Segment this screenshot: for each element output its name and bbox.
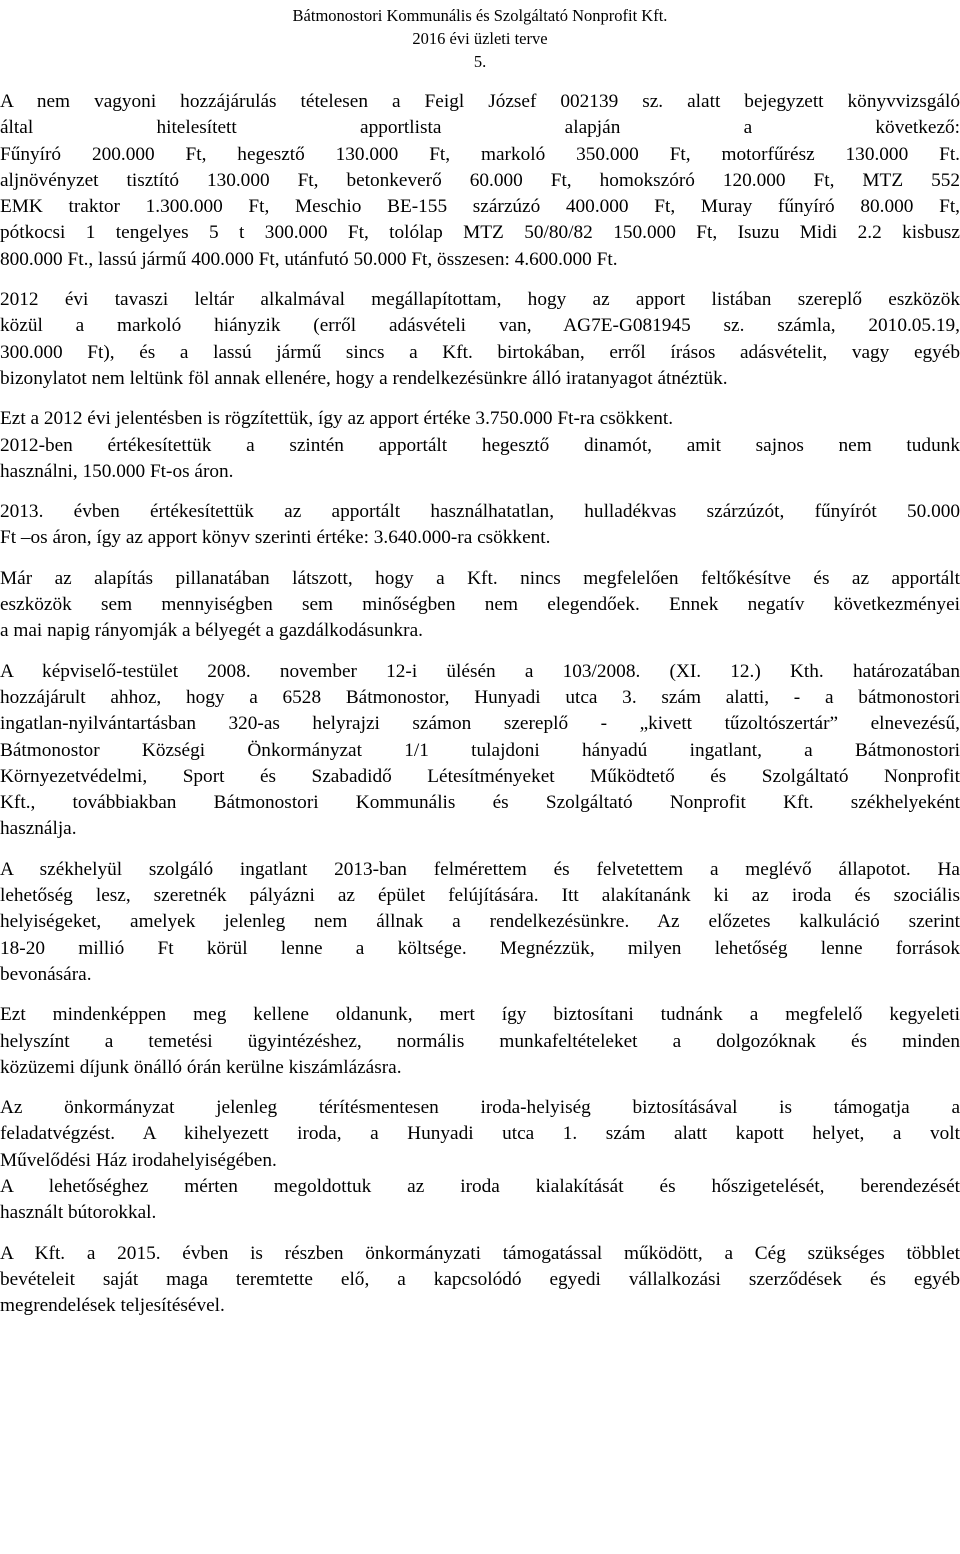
text-line: 2012-ben értékesítettük a szintén apportált hegesztő dinamót, amit sajnos nem tudunk	[0, 434, 960, 456]
text-line: hozzájárult ahhoz, hogy a 6528 Bátmonostor, Hunyadi utca 3. szám alatti, - a bátmonostori	[0, 686, 960, 708]
paragraph	[0, 566, 960, 645]
text-line: 300.000 Ft), és a lassú jármű sincs a Kft. birtokában, erről írásos adásvételit, vagy egyéb	[0, 341, 960, 363]
paragraph-spacer	[0, 843, 960, 857]
text-line: helyszínt a temetési ügyintézéshez, normális munkafeltételeket a dolgozóknak és minden	[0, 1030, 960, 1052]
paragraph	[0, 1002, 960, 1081]
paragraph	[0, 1174, 960, 1227]
text-line: bevételeit saját maga teremtette elő, a kapcsolódó egyedi vállalkozási szerződések és egyéb	[0, 1268, 960, 1290]
paragraph-spacer	[0, 552, 960, 566]
text-line: EMK traktor 1.300.000 Ft, Meschio BE-155 szárzúzó 400.000 Ft, Muray fűnyíró 80.000 Ft,	[0, 196, 960, 218]
text-line: használja.	[0, 818, 77, 840]
document-body	[0, 89, 960, 1319]
header-report-title: 2016 évi üzleti terve	[412, 29, 548, 48]
text-line: közüzemi díjunk önálló órán kerülne kiszámlázásra.	[0, 1056, 402, 1078]
text-line: Ft –os áron, így az apport könyv szerinti értéke: 3.640.000-ra csökkent.	[0, 527, 551, 549]
text-line: Kft., továbbiakban Bátmonostori Kommunális és Szolgáltató Nonprofit Kft. székhelyeként	[0, 792, 960, 814]
page-number: 5.	[473, 52, 487, 71]
text-line: megrendelések teljesítésével.	[0, 1295, 225, 1317]
text-line: által hitelesített apportlista alapján a következő:	[0, 117, 960, 139]
text-line: feladatvégzést. A kihelyezett iroda, a Hunyadi utca 1. szám alatt kapott helyet, a volt	[0, 1123, 960, 1145]
paragraph-spacer	[0, 485, 960, 499]
paragraph	[0, 406, 960, 432]
paragraph	[0, 89, 960, 273]
paragraph	[0, 1095, 960, 1174]
paragraph-spacer	[0, 392, 960, 406]
text-line: Bátmonostor Községi Önkormányzat 1/1 tulajdoni hányadú ingatlant, a Bátmonostori	[0, 739, 960, 761]
text-line: pótkocsi 1 tengelyes 5 t 300.000 Ft, tolólap MTZ 50/80/82 150.000 Ft, Isuzu Midi 2.2 kisbusz	[0, 222, 960, 244]
paragraph	[0, 433, 960, 486]
text-line: lehetőség lesz, szeretnék pályázni az épület felújítására. Itt alakítanánk ki az iroda és szociális	[0, 885, 960, 907]
text-line: A lehetőséghez mérten megoldottuk az iroda kialakítását és hőszigetelését, berendezését	[0, 1175, 960, 1197]
text-line: használni, 150.000 Ft-os áron.	[0, 460, 234, 482]
text-line: eszközök sem mennyiségben sem minőségben nem elegendőek. Ennek negatív következményei	[0, 594, 960, 616]
text-line: Ezt mindenképpen meg kellene oldanunk, mert így biztosítani tudnánk a megfelelő kegyeleti	[0, 1004, 960, 1026]
paragraph-spacer	[0, 273, 960, 287]
text-line: bizonylatot nem leltünk föl annak ellenére, hogy a rendelkezésünkre álló iratanyagot átnéztük.	[0, 367, 728, 389]
paragraph-spacer	[0, 1081, 960, 1095]
text-line: 18-20 millió Ft körül lenne a költsége. Megnézzük, milyen lehetőség lenne források	[0, 937, 960, 959]
text-line: használt bútorokkal.	[0, 1202, 157, 1224]
text-line: Ezt a 2012 évi jelentésben is rögzítettük, így az apport értéke 3.750.000 Ft-ra csökkent.	[0, 408, 674, 430]
text-line: Már az alapítás pillanatában látszott, hogy a Kft. nincs megfelelően feltőkésítve és az apportált	[0, 567, 960, 589]
text-line: ingatlan-nyilvántartásban 320-as helyrajzi számon szereplő - „kivett tűzoltószertár” elnevezésű,	[0, 713, 960, 735]
text-line: Fűnyíró 200.000 Ft, hegesztő 130.000 Ft, markoló 350.000 Ft, motorfűrész 130.000 Ft.	[0, 143, 960, 165]
text-line: Környezetvédelmi, Sport és Szabadidő Létesítményeket Működtető és Szolgáltató Nonprofit	[0, 765, 960, 787]
text-line: A székhelyül szolgáló ingatlant 2013-ban felmérettem és felvetettem a meglévő állapotot. Ha	[0, 858, 960, 880]
paragraph	[0, 287, 960, 392]
text-line: A Kft. a 2015. évben is részben önkormányzati támogatással működött, a Cég szükséges többlet	[0, 1242, 960, 1264]
text-line: 800.000 Ft., lassú jármű 400.000 Ft, utánfutó 50.000 Ft, összesen: 4.600.000 Ft.	[0, 248, 618, 270]
paragraph	[0, 857, 960, 988]
text-line: 2012 évi tavaszi leltár alkalmával megállapítottam, hogy az apport listában szereplő eszközök	[0, 289, 960, 311]
text-line: Az önkormányzat jelenleg térítésmentesen iroda-helyiség biztosításával is támogatja a	[0, 1097, 960, 1119]
text-line: A nem vagyoni hozzájárulás tételesen a Feigl József 002139 sz. alatt bejegyzett könyvvizsgáló	[0, 91, 960, 112]
paragraph	[0, 499, 960, 552]
text-line: aljnövényzet tisztító 130.000 Ft, betonkeverő 60.000 Ft, homokszóró 120.000 Ft, MTZ 552	[0, 169, 960, 191]
paragraph	[0, 659, 960, 843]
paragraph-spacer	[0, 988, 960, 1002]
text-line: a mai napig rányomják a bélyegét a gazdálkodásunkra.	[0, 620, 423, 642]
header-company: Bátmonostori Kommunális és Szolgáltató Nonprofit Kft.	[292, 6, 668, 25]
text-line: 2013. évben értékesítettük az apportált használhatatlan, hulladékvas szárzúzót, fűnyírót 50.000	[0, 501, 960, 523]
paragraph-spacer	[0, 645, 960, 659]
paragraph	[0, 1241, 960, 1320]
text-line: bevonására.	[0, 963, 92, 985]
text-line: Művelődési Ház irodahelyiségében.	[0, 1149, 277, 1171]
paragraph-spacer	[0, 1227, 960, 1241]
text-line: helyiségeket, amelyek jelenleg nem állnak a rendelkezésünkre. Az előzetes kalkuláció szerint	[0, 911, 960, 933]
page-header	[0, 4, 960, 73]
text-line: közül a markoló hiányzik (erről adásvételi van, AG7E-G081945 sz. számla, 2010.05.19,	[0, 315, 960, 337]
text-line: A képviselő-testület 2008. november 12-i ülésén a 103/2008. (XI. 12.) Kth. határozatában	[0, 660, 960, 682]
